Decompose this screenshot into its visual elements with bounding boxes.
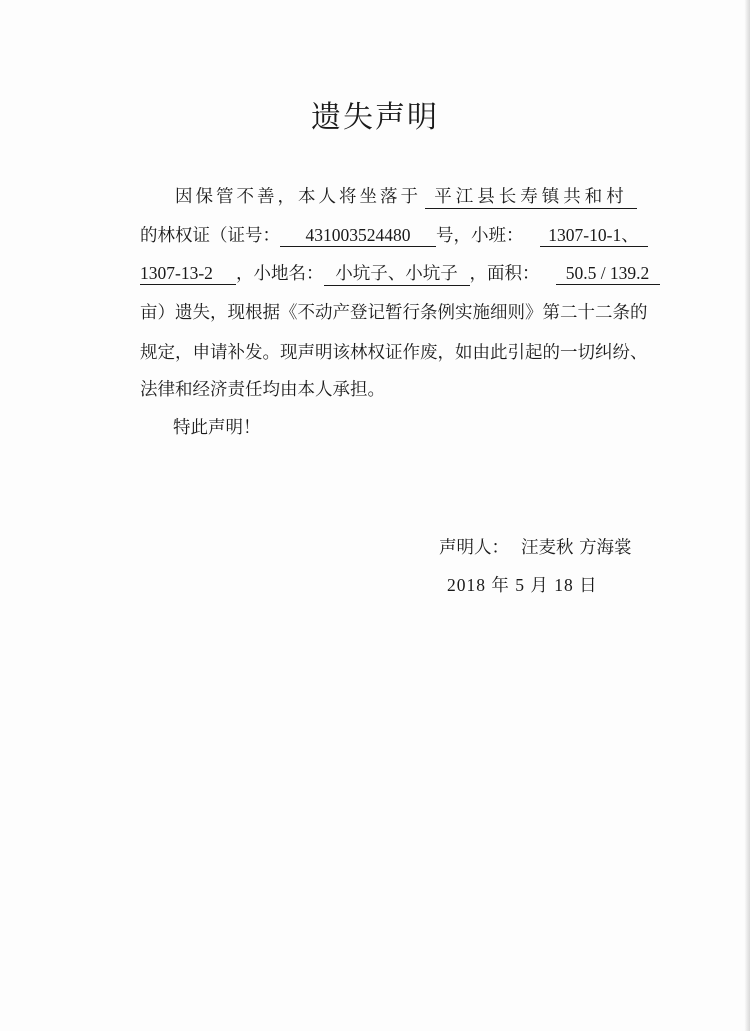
declaration-date: 2018 年 5 月 18 日 (447, 575, 598, 595)
body-line-4: 亩）遗失，现根据《不动产登记暂行条例实施细则》第二十二条的 (140, 303, 648, 323)
document-title: 遗失声明 (311, 100, 439, 135)
certificate-number-field: 431003524480 (280, 224, 436, 247)
declarant-label: 声明人： (439, 538, 509, 558)
place-name-field: 小坑子、小坑子 (324, 263, 470, 286)
body-line-2-text: 的林权证（证号： (140, 226, 280, 246)
body-line-1 (175, 185, 637, 209)
body-line-1-text: 因保管不善，本人将坐落于 (175, 187, 421, 207)
declarant-line (439, 536, 632, 560)
sub-compartment-field-2: 1307-13-2 (140, 262, 236, 285)
declarant-names: 汪麦秋 方海裳 (521, 538, 632, 558)
body-line-5: 规定，申请补发。现声明该林权证作废，如由此引起的一切纠纷、 (140, 343, 648, 363)
area-field: 50.5 / 139.2 (556, 262, 660, 285)
body-line-2-mid: 号，小班： (436, 226, 524, 246)
body-line-2 (140, 224, 648, 248)
body-line-6: 法律和经济责任均由本人承担。 (140, 380, 385, 400)
body-line-3-mid2: ，面积： (469, 264, 540, 284)
paper-edge-shadow (744, 0, 750, 1031)
closing-statement: 特此声明！ (173, 418, 261, 438)
body-line-3-mid: ，小地名： (236, 264, 324, 284)
body-line-3 (140, 262, 660, 286)
location-field: 平江县长寿镇共和村 (425, 186, 637, 209)
sub-compartment-field-1: 1307-10-1、 (540, 224, 648, 247)
